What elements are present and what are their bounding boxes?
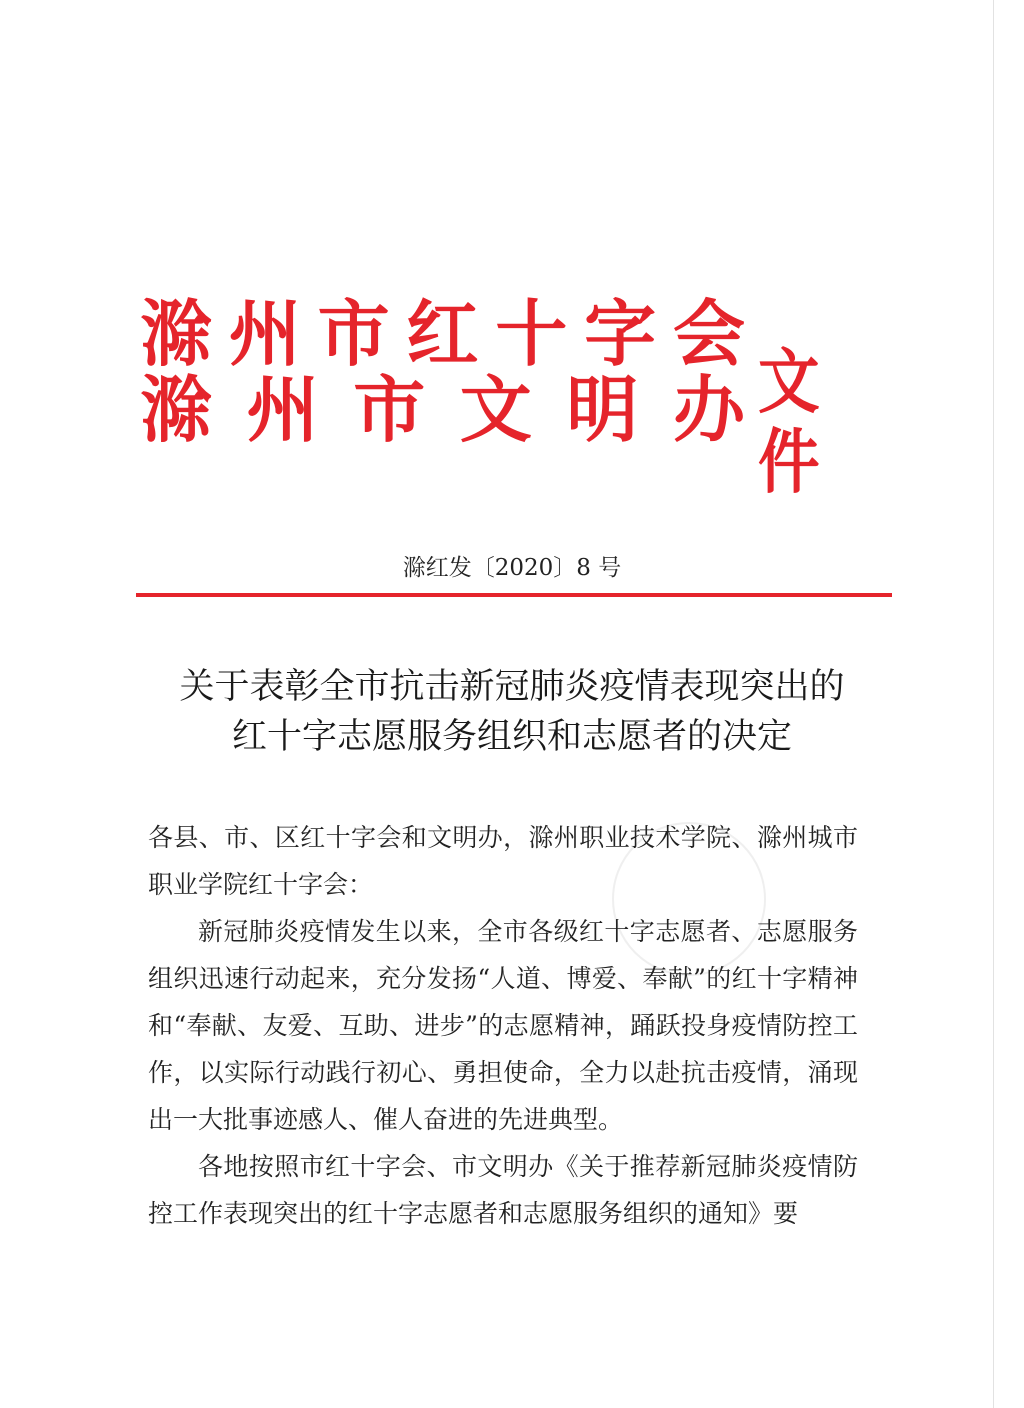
issuer-char: 市 <box>317 292 390 376</box>
document-suffix: 文件 <box>758 341 818 503</box>
issuer-char: 明 <box>566 368 639 452</box>
issuer-char: 红 <box>406 292 479 376</box>
document-number: 滁红发〔2020〕8 号 <box>402 555 622 581</box>
title-line-1: 关于表彰全市抗击新冠肺炎疫情表现突出的 <box>179 667 845 707</box>
paragraph: 各地按照市红十字会、市文明办《关于推荐新冠肺炎疫情防控工作表现突出的红十字志愿者和志愿服务组织的通知》要 <box>148 1152 858 1228</box>
document-body <box>148 814 858 1237</box>
issuer-char: 会 <box>672 292 745 376</box>
issuer-char: 文 <box>459 368 532 452</box>
title-line-2: 红十字志愿服务组织和志愿者的决定 <box>231 717 792 757</box>
issuer-char: 十 <box>495 292 568 376</box>
salutation: 各县、市、区红十字会和文明办，滁州职业技术学院、滁州城市职业学院红十字会： <box>148 823 858 899</box>
issuer-char: 办 <box>672 368 745 452</box>
issuer-char: 市 <box>353 368 426 452</box>
red-divider-line <box>136 593 892 597</box>
issuer-red-cross <box>140 292 745 376</box>
issuer-civilization-office <box>140 368 745 452</box>
document-header <box>140 292 870 503</box>
issuer-char: 滁 <box>140 292 213 376</box>
issuer-char: 州 <box>228 292 301 376</box>
document-title <box>0 662 1024 762</box>
issuer-char: 滁 <box>140 368 213 452</box>
issuer-char: 字 <box>584 292 657 376</box>
paragraph: 新冠肺炎疫情发生以来，全市各级红十字志愿者、志愿服务组织迅速行动起来，充分发扬“人道、博爱、奉献”的红十字精神和“奉献、友爱、互助、进步”的志愿精神，踊跃投身疫情防控工作，以实际行动践行初心、勇担使命，全力以赴抗击疫情，涌现出一大批事迹感人、催人奋进的先进典型。 <box>148 917 858 1134</box>
issuer-char: 州 <box>246 368 319 452</box>
